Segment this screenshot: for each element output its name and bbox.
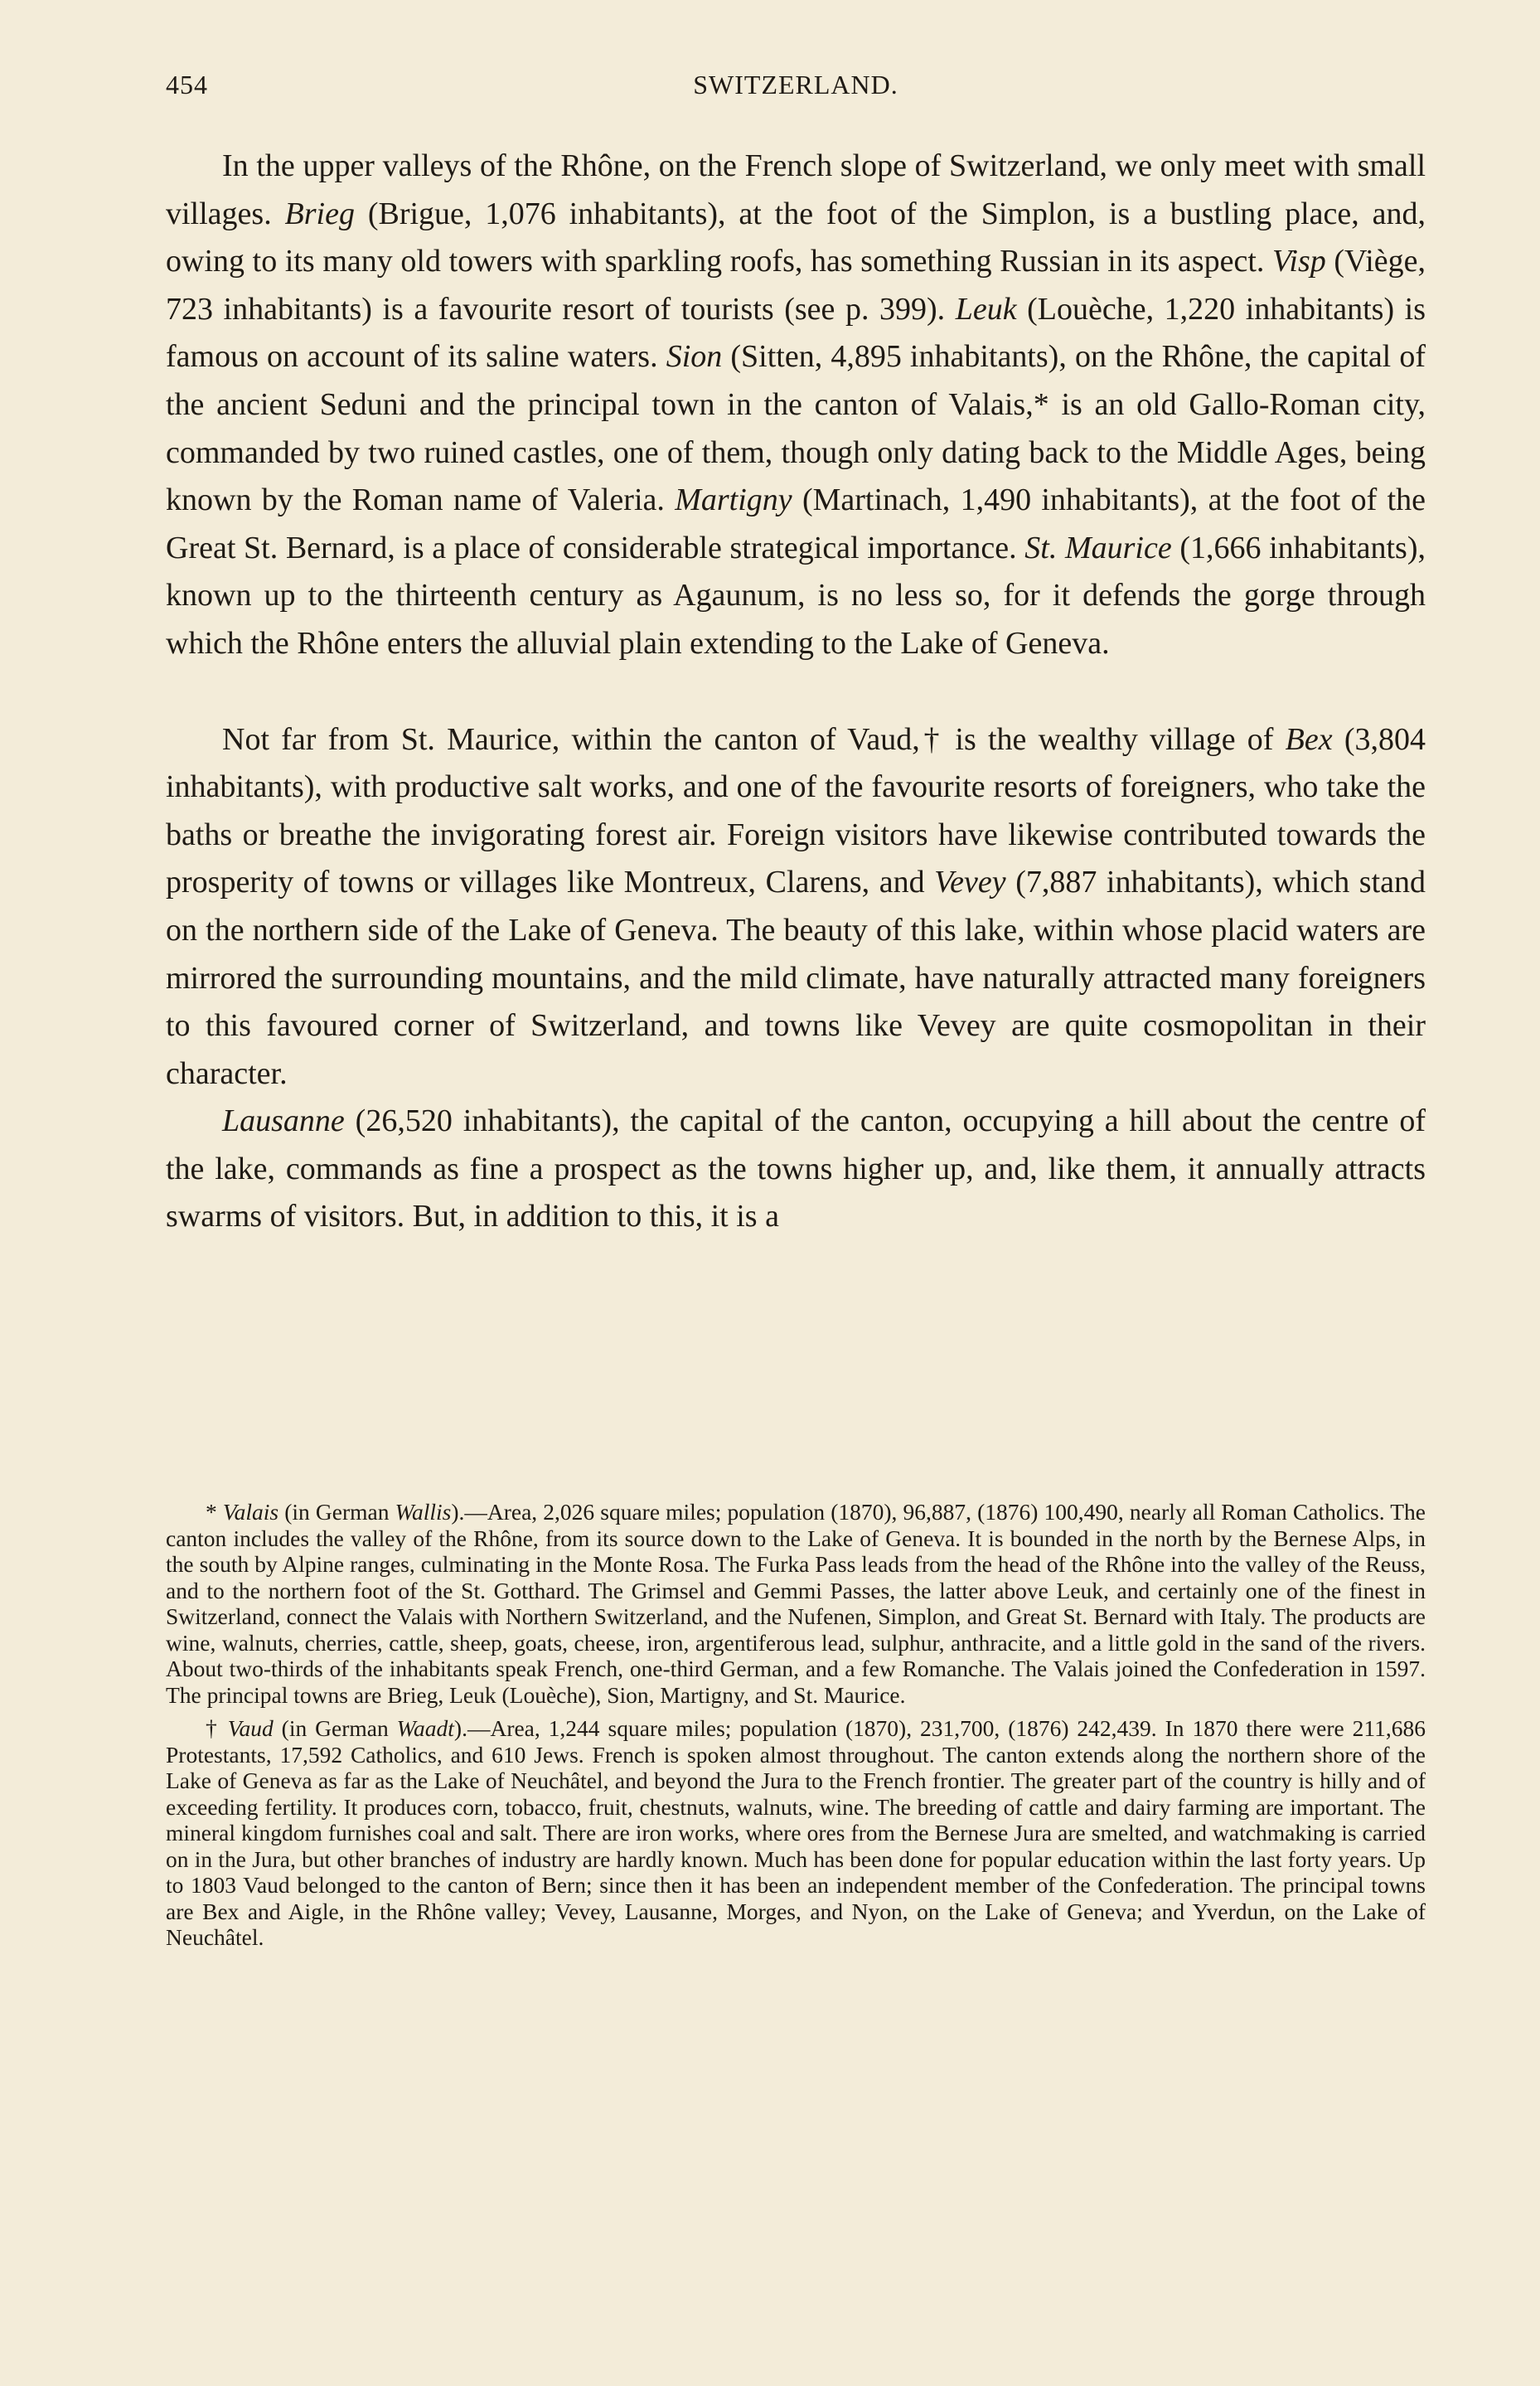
- place-visp: Visp: [1272, 244, 1326, 279]
- running-title: SWITZERLAND.: [693, 70, 898, 99]
- place-vevey: Vevey: [934, 865, 1006, 900]
- paragraph-upper-rhone: In the upper valleys of the Rhône, on the French slope of Switzerland, we only meet with small villages. Brieg (Brigue, 1,076 inhabitants), at the foot of the Simplon, is a bustling place, and, owing to its many old towers with sparkling roofs, has something Russian in its aspect. Visp (Viège, 723 inhabitants) is a favourite resort of tourists (see p. 399). Leuk (Louèche, 1,220 inhabitants) is famous on account of its saline waters. Sion (Sitten, 4,895 inhabitants), on the Rhône, the capital of the ancient Seduni and the principal town in the canton of Valais,* is an old Gallo-Roman city, commanded by two ruined castles, one of them, though only dating back to the Middle Ages, being known by the Roman name of Valeria. Martigny (Martinach, 1,490 inhabitants), at the foot of the Great St. Bernard, is a place of considerable strategical importance. St. Maurice (1,666 inhabitants), known up to the thirteenth century as Agaunum, is no less so, for it defends the gorge through which the Rhône enters the alluvial plain extending to the Lake of Geneva.: [166, 148, 1426, 661]
- page-number: 454: [166, 70, 208, 99]
- paragraph-lausanne: Lausanne (26,520 inhabitants), the capital of the canton, occupying a hill about the centre of the lake, commands as fine a prospect as the towns higher up, and, like them, it annually attracts swarms of visitors. But, in addition to this, it is a: [166, 1103, 1426, 1234]
- place-st-maurice: St. Maurice: [1024, 530, 1172, 565]
- paragraph-vaud: Not far from St. Maurice, within the canton of Vaud,† is the wealthy village of Bex (3,804 inhabitants), with productive salt works, and one of the favourite resorts of foreigners, who take the baths or breathe the invigorating forest air. Foreign visitors have likewise contributed towards the prosperity of towns or villages like Montreux, Clarens, and Vevey (7,887 inhabitants), which stand on the northern side of the Lake of Geneva. The beauty of this lake, within whose placid waters are mirrored the surrounding mountains, and the mild climate, have naturally attracted many foreigners to this favoured corner of Switzerland, and towns like Vevey are quite cosmopolitan in their character.: [166, 721, 1426, 1091]
- place-bex: Bex: [1285, 721, 1333, 757]
- place-lausanne: Lausanne: [222, 1103, 345, 1139]
- place-brieg: Brieg: [284, 196, 355, 231]
- footnote-valais: * Valais (in German Wallis).—Area, 2,026 square miles; population (1870), 96,887, (1876) 100,490, nearly all Roman Catholics. The canton includes the valley of the Rhône, from its source down to the Lake of Geneva. It is bounded in the north by the Bernese Alps, in the south by Alpine ranges, culminating in the Monte Rosa. The Furka Pass leads from the head of the Rhône into the valley of the Reuss, and to the northern foot of the St. Gotthard. The Grimsel and Gemmi Passes, the latter above Leuk, and certainly one of the finest in Switzerland, connect the Valais with Northern Switzerland, and the Nufenen, Simplon, and Great St. Bernard with Italy. The products are wine, walnuts, cherries, cattle, sheep, goats, cheese, iron, argentiferous lead, sulphur, anthracite, and a little gold in the sand of the rivers. About two-thirds of the inhabitants speak French, one-third German, and a few Romanche. The Valais joined the Confederation in 1597. The principal towns are Brieg, Leuk (Louèche), Sion, Martigny, and St. Maurice.: [166, 1499, 1426, 1708]
- place-leuk: Leuk: [955, 291, 1017, 327]
- main-text: [166, 143, 1426, 1241]
- place-sion: Sion: [666, 339, 723, 375]
- place-martigny: Martigny: [675, 483, 792, 518]
- footnote-vaud: † Vaud (in German Waadt).—Area, 1,244 square miles; population (1870), 231,700, (1876) 242,439. In 1870 there were 211,686 Protestants, 17,592 Catholics, and 610 Jews. French is spoken almost throughout. The canton extends along the northern shore of the Lake of Geneva as far as the Lake of Neuchâtel, and beyond the Jura to the French frontier. The greater part of the country is hilly and of exceeding fertility. It produces corn, tobacco, fruit, chestnuts, walnuts, wine. The breeding of cattle and dairy farming are important. The mineral kingdom furnishes coal and salt. There are iron works, where ores from the Bernese Jura are smelted, and watchmaking is carried on in the Jura, but other branches of industry are hardly known. Much has been done for popular education within the last forty years. Up to 1803 Vaud belonged to the canton of Bern; since then it has been an independent member of the Confederation. The principal towns are Bex and Aigle, in the Rhône valley; Vevey, Lausanne, Morges, and Nyon, on the Lake of Geneva; and Yverdun, on the Lake of Neuchâtel.: [166, 1715, 1426, 1950]
- page-header: [166, 70, 1426, 111]
- footnotes: [166, 1499, 1426, 1951]
